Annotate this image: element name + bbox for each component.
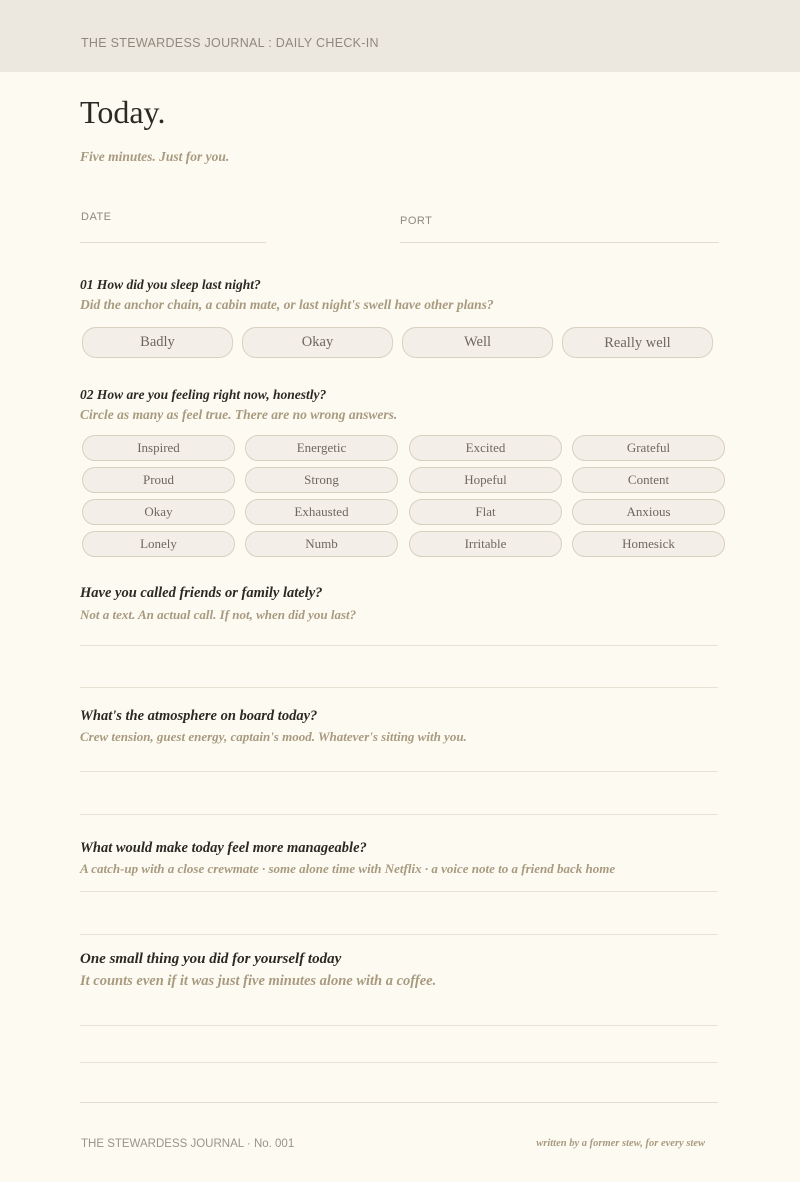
question-sleep-subtitle: Did the anchor chain, a cabin mate, or last night's swell have other plans? xyxy=(80,297,494,312)
sleep-option-okay[interactable]: Okay xyxy=(242,327,393,358)
question-calls-subtitle: Not a text. An actual call. If not, when did you last? xyxy=(80,607,357,622)
port-label: PORT xyxy=(400,215,433,227)
mood-option[interactable]: Lonely xyxy=(82,531,235,557)
answer-line[interactable] xyxy=(80,934,718,935)
question-feeling-subtitle: Circle as many as feel true. There are no wrong answers. xyxy=(80,407,398,422)
question-feeling-title: 02 How are you feeling right now, honestly? xyxy=(80,387,327,402)
answer-line[interactable] xyxy=(80,1025,718,1026)
question-manageable-subtitle: A catch-up with a close crewmate · some alone time with Netflix · a voice note to a friend back home xyxy=(80,861,616,876)
date-label: DATE xyxy=(81,211,112,223)
mood-option[interactable]: Excited xyxy=(409,435,562,461)
question-self-care-subtitle: It counts even if it was just five minutes alone with a coffee. xyxy=(80,973,437,989)
question-self-care-title: One small thing you did for yourself today xyxy=(80,951,342,967)
mood-option[interactable]: Inspired xyxy=(82,435,235,461)
footer-divider xyxy=(80,1102,718,1103)
mood-option[interactable]: Flat xyxy=(409,499,562,525)
mood-option[interactable]: Okay xyxy=(82,499,235,525)
sleep-option-well[interactable]: Well xyxy=(402,327,553,358)
footer-issue: THE STEWARDESS JOURNAL · No. 001 xyxy=(81,1138,295,1150)
question-manageable-title: What would make today feel more manageable? xyxy=(80,840,367,856)
question-atmosphere-title: What's the atmosphere on board today? xyxy=(80,708,318,724)
journal-header-title: THE STEWARDESS JOURNAL : DAILY CHECK-IN xyxy=(81,36,379,50)
mood-option[interactable]: Content xyxy=(572,467,725,493)
mood-option[interactable]: Hopeful xyxy=(409,467,562,493)
sleep-option-really-well[interactable]: Really well xyxy=(562,327,713,358)
answer-line[interactable] xyxy=(80,687,718,688)
header-bar xyxy=(0,0,800,72)
answer-line[interactable] xyxy=(80,771,718,772)
mood-option[interactable]: Exhausted xyxy=(245,499,398,525)
footer-tagline: written by a former stew, for every stew xyxy=(536,1138,705,1149)
mood-option[interactable]: Irritable xyxy=(409,531,562,557)
question-sleep-title: 01 How did you sleep last night? xyxy=(80,277,261,292)
port-field[interactable] xyxy=(400,242,719,243)
sleep-option-badly[interactable]: Badly xyxy=(82,327,233,358)
question-calls-title: Have you called friends or family lately? xyxy=(80,585,323,601)
page-title: Today. xyxy=(80,94,166,130)
answer-line[interactable] xyxy=(80,645,718,646)
mood-option[interactable]: Homesick xyxy=(572,531,725,557)
date-field[interactable] xyxy=(80,242,266,243)
mood-option[interactable]: Energetic xyxy=(245,435,398,461)
answer-line[interactable] xyxy=(80,1062,718,1063)
mood-option[interactable]: Anxious xyxy=(572,499,725,525)
answer-line[interactable] xyxy=(80,891,718,892)
page-subtitle: Five minutes. Just for you. xyxy=(80,149,230,164)
question-atmosphere-subtitle: Crew tension, guest energy, captain's mood. Whatever's sitting with you. xyxy=(80,729,467,744)
answer-line[interactable] xyxy=(80,814,718,815)
mood-option[interactable]: Numb xyxy=(245,531,398,557)
mood-option[interactable]: Proud xyxy=(82,467,235,493)
mood-option[interactable]: Grateful xyxy=(572,435,725,461)
mood-option[interactable]: Strong xyxy=(245,467,398,493)
